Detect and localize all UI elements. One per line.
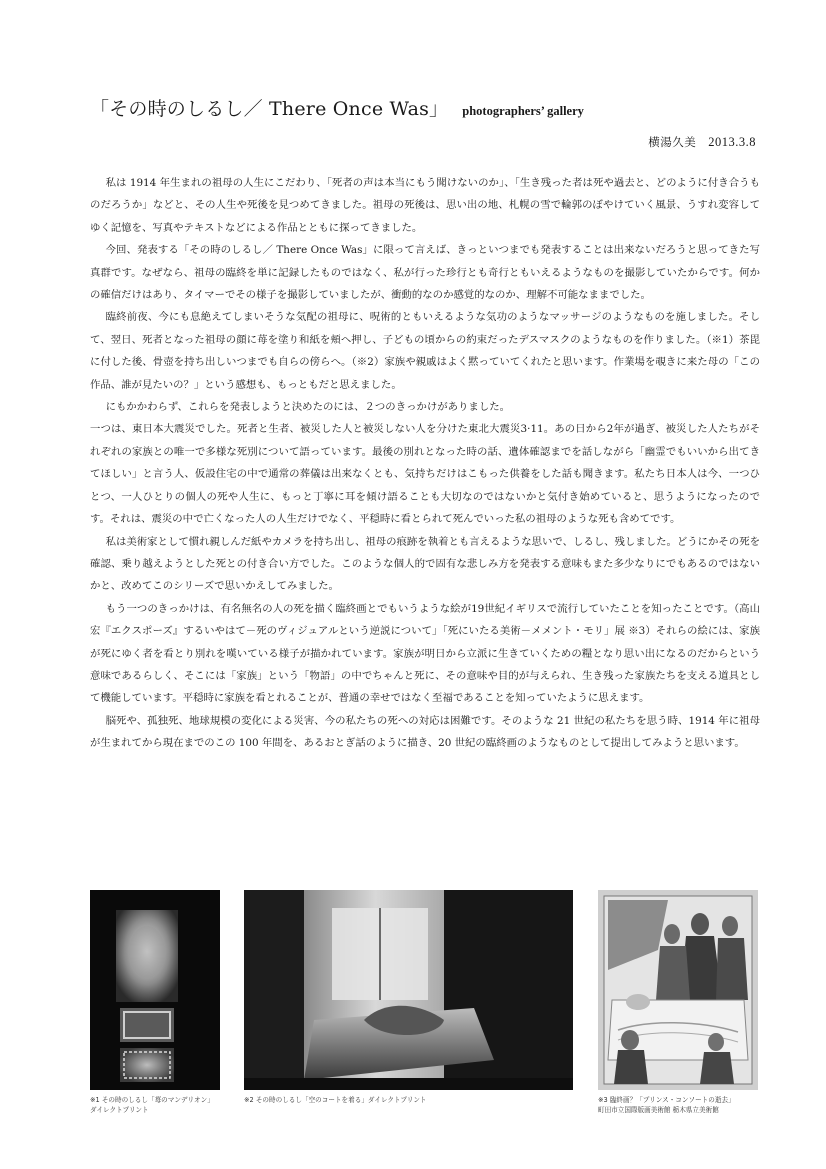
paragraph: 私は 1914 年生まれの祖母の人生にこだわり、「死者の声は本当にもう聞けないのか」、「生き残った者は死や過去と、どのように付き合うものだろうか」などと、その人生や死後を見つめてきました。祖母の死後は、思い出の地、札幌の雪で輪郭のぼやけていく風景、うすれ変容してゆく記憶を、写真やテキストなどによる作品とともに探ってきました。 bbox=[90, 177, 760, 234]
photo-1-caption-medium: ダイレクトプリント bbox=[90, 1105, 149, 1114]
venue-name: photographers’ gallery bbox=[462, 104, 584, 118]
document-title bbox=[90, 94, 584, 121]
photo-2-caption-title: ※2 その時のしるし「空のコートを着る」ダイレクトプリント bbox=[244, 1096, 427, 1104]
photo-1-caption bbox=[90, 1096, 214, 1115]
byline bbox=[648, 134, 756, 150]
paragraph: 今回、発表する「その時のしるし／ There Once Was」に限って言えば、きっといつまでも発表することは出来ないだろうと思ってきた写真群です。なぜなら、祖母の臨終を単に記録したものではなく、私が行った珍行とも奇行ともいえるようなものを撮影していたからです。何かの確信だけはあり、タイマーでその様子を撮影していましたが、衝動的なのか感覚的なのか、理解不可能なままでした。 bbox=[90, 244, 760, 302]
paragraph: 臨終前夜、今にも息絶えてしまいそうな気配の祖母に、呪術的ともいえるような気功のようなマッサージのようなものを施しました。そして、翌日、死者となった祖母の顔に苺を塗り和紙を頬へ押し、子どもの頃からの約束だったデスマスクのようなものを作りました。（※1）茶毘に付した後、骨壺を持ち出しいつまでも自らの傍らへ。（※2）家族や親戚はよく黙っていてくれたと思います。作業場を覗きに来た母の「この作品、誰が見たいの？」という感想も、もっともだと思えました。 bbox=[90, 311, 760, 391]
title-text: 「その時のしるし／ There Once Was」 bbox=[90, 98, 449, 120]
photo-1-image bbox=[90, 890, 220, 1090]
author-name: 横湯久美 bbox=[648, 135, 697, 149]
photo-wearing-empty-coat bbox=[244, 890, 573, 1090]
photo-3-caption-collection: 町田市立国際版画美術館 栃木県立美術館 bbox=[598, 1105, 719, 1114]
photo-1-caption-title: ※1 その時のしるし「苺のマンデリオン」 bbox=[90, 1096, 214, 1104]
paragraph: 脳死や、孤独死、地球規模の変化による災害、今の私たちの死への対応は困難です。そのような 21 世紀の私たちを思う時、1914 年に祖母が生まれてから現在までのこの 100 年間を、あるおとぎ話のように描き、20 世紀の臨終画のようなものとして提出してみようと思います。 bbox=[90, 714, 760, 750]
photo-2-image bbox=[244, 890, 573, 1090]
paragraph: 私は美術家として慣れ親しんだ紙やカメラを持ち出し、祖母の痕跡を執着とも言えるような思いで、しるし、残しました。どうにかその死を確認、乗り越えようとした死との付き合い方でした。このような個人的で固有な悲しみ方を発表する意味もまた多少なりにでもあるのではないかと、改めてこのシリーズで思いかえしてみました。 bbox=[90, 535, 760, 593]
photo-2-caption bbox=[244, 1096, 427, 1106]
photo-3-caption-title: ※3 臨終画？「プリンス・コンソートの逝去」 bbox=[598, 1096, 735, 1104]
paragraph: にもかかわらず、これらを発表しようと決めたのには、２つのきっかけがありました。 bbox=[105, 401, 510, 414]
photo-3-caption bbox=[598, 1096, 735, 1115]
photo-strawberry-mandylion bbox=[90, 890, 220, 1090]
photo-prince-consort-deathbed bbox=[598, 890, 758, 1090]
paragraph: もう一つのきっかけは、有名無名の人の死を描く臨終画とでもいうような絵が19世紀イギリスで流行していたことを知ったことです。（高山宏『エクスポーズ』するいやはて－死のヴィジュアルという逆説について」「死にいたる美術－メメント・モリ」展 ※3）それらの絵には、家族が死にゆく者を看とり別れを嘆いている様子が描かれています。家族が明日から立派に生きていくための糧となり思い出になるのだからという意味であるらしく、そこには「家族」という「物語」の中でちゃんと死に、その意味や目的が与えられ、生き残った家族たちを支える道具として機能しています。平穏時に家族を看とれることが、普通の幸せではなく至福であることを知っていたように思えます。 bbox=[90, 602, 760, 705]
date: 2013.3.8 bbox=[708, 135, 756, 149]
body-text bbox=[90, 172, 760, 755]
photo-3-image bbox=[598, 890, 758, 1090]
paragraph: 一つは、東日本大震災でした。死者と生者、被災した人と被災しない人を分けた東北大震災3·11。あの日から2年が過ぎ、被災した人たちがそれぞれの家族との唯一で多様な死別について語っています。最後の別れとなった時の話、遺体確認までを話しながら「幽霊でもいいから出てきてほしい」と言う人、仮設住宅の中で通常の葬儀は出来なくとも、気持ちだけはこもった供養をした話も聞きます。私たち日本人は今、一つひとつ、一人ひとりの個人の死や人生に、もっと丁寧に耳を傾け語ることも大切なのではないかと気付き始めていると、思うようになったのです。それは、震災の中で亡くなった人の人生だけでなく、平穏時に看とられて死んでいった私の祖母のような死も含めてです。 bbox=[90, 423, 761, 526]
